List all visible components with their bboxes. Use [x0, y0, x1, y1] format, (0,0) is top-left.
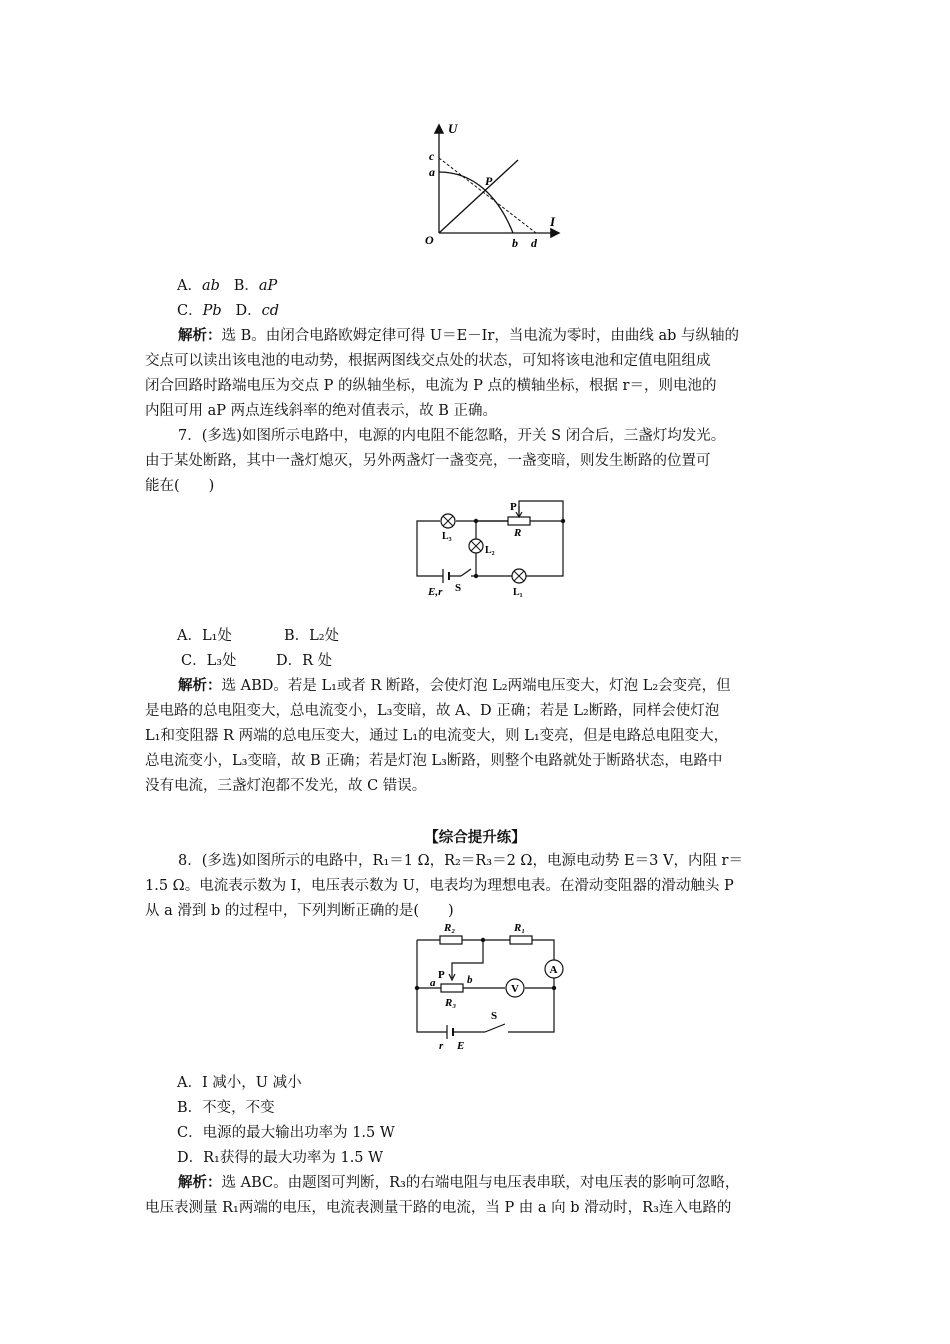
q6-opt-a: ab — [201, 278, 220, 294]
origin-label: O — [425, 233, 434, 247]
q7-analysis-2: 是电路的总电阻变大，总电流变小，L₃变暗，故 A、D 正确；若是 L₂断路，同样会使灯泡 — [145, 703, 720, 719]
q7-label-l1: L₁ — [513, 587, 523, 598]
q7-rheostat-r — [508, 517, 530, 525]
q7-opt-c: C．L₃处 — [181, 653, 237, 669]
q7-label-l3: L₃ — [442, 531, 452, 542]
q6-opt-d-prefix: D． — [235, 303, 262, 319]
q7-stem-2: 由于某处断路，其中一盏灯熄灭，另外两盏灯一盏变亮，一盏变暗，则发生断路的位置可 — [145, 453, 711, 469]
q8-opt-b: B．不变，不变 — [177, 1100, 275, 1116]
q7-analysis-label: 解析： — [178, 677, 222, 694]
q8-label-r1: R₁ — [514, 922, 526, 934]
q8-label-s: S — [491, 1010, 498, 1022]
q6-analysis-4: 内阻可用 aP 两点连线斜率的绝对值表示，故 B 正确。 — [145, 403, 497, 419]
q7-analysis-1 — [178, 676, 858, 696]
d-label: d — [531, 236, 537, 250]
q7-analysis-4: 总电流变小，L₃变暗，故 B 正确；若是灯泡 L₃断路，则整个电路就处于断路状态，电路中 — [145, 753, 723, 769]
a-label: a — [429, 165, 435, 179]
q7-node-2 — [474, 574, 478, 578]
q8-analysis-2: 电压表测量 R₁两端的电压，电流表测量干路的电流，当 P 由 a 向 b 滑动时，R₃连入电路的 — [145, 1200, 732, 1216]
q8-stem-1: 8．(多选)如图所示的电路中，R₁＝1 Ω，R₂＝R₃＝2 Ω，电源电动势 E＝3 V，内阻 r＝ — [178, 853, 743, 869]
q7-circuit — [405, 498, 575, 608]
section-title: 【综合提升练】 — [424, 829, 526, 846]
q6-analysis-1 — [178, 326, 858, 346]
q8-label-p: P — [438, 969, 445, 981]
curve-ab — [439, 172, 513, 233]
q6-opt-b: aP — [258, 278, 278, 294]
q8-analysis-label: 解析： — [178, 1174, 222, 1191]
q8-analysis-1 — [178, 1173, 858, 1193]
q7-label-r: R — [514, 527, 522, 539]
u-label: U — [448, 121, 458, 136]
q8-resistor-r1 — [510, 936, 532, 944]
q7-node-1 — [474, 519, 478, 523]
q7-opt-a: A．L₁处 — [177, 628, 232, 644]
c-label: c — [429, 149, 435, 163]
q7-lamp-l3 — [441, 514, 455, 528]
i-label: I — [550, 214, 556, 229]
u-i-graph — [415, 118, 565, 258]
q8-node-1 — [481, 938, 485, 942]
q7-label-s: S — [455, 582, 462, 594]
q8-stem-2: 1.5 Ω。电流表示数为 I，电压表示数为 U，电表均为理想电表。在滑动变阻器的滑动触头 P — [145, 878, 734, 894]
q8-node-3 — [552, 986, 556, 990]
q8-wire-top — [417, 940, 554, 961]
q8-rheostat-r3 — [441, 984, 463, 992]
q7-lamp-l1 — [512, 569, 526, 583]
q6-analysis-2: 交点可以读出该电池的电动势，根据两图线交点处的状态，可知将该电池和定值电阻组成 — [145, 353, 711, 369]
q6-analysis-3: 闭合回路时路端电压为交点 P 的纵轴坐标，电流为 P 点的横轴坐标，根据 r＝，则电池的 — [145, 378, 717, 394]
q7-battery — [443, 569, 449, 583]
q8-label-e: E — [457, 1040, 465, 1052]
q7-analysis-5: 没有电流，三盏灯泡都不发光，故 C 错误。 — [145, 778, 427, 794]
p-label: P — [485, 174, 493, 188]
q8-node-2 — [415, 986, 419, 990]
q7-label-er: E,r — [428, 586, 443, 598]
q8-opt-c: C．电源的最大输出功率为 1.5 W — [177, 1125, 395, 1141]
q6-opt-c: Pb — [202, 303, 222, 319]
q6-analysis-text-1: 选 B。由闭合电路欧姆定律可得 U＝E－Ir，当电流为零时，由曲线 ab 与纵轴的 — [221, 328, 739, 344]
q6-options-row2 — [177, 301, 857, 321]
q6-opt-d: cd — [261, 303, 280, 319]
q8-ammeter-label: A — [549, 964, 558, 976]
q7-opt-b: B．L₂处 — [284, 628, 340, 644]
q8-stem-3: 从 a 滑到 b 的过程中，下列判断正确的是( ) — [145, 903, 454, 919]
q8-label-b: b — [467, 974, 473, 986]
q8-analysis-text-1: 选 ABC。由题图可判断，R₃的右端电阻与电压表串联，对电压表的影响可忽略， — [221, 1175, 740, 1191]
q8-resistor-r2 — [440, 936, 462, 944]
q8-label-r3: R₃ — [445, 997, 457, 1009]
q7-switch-s — [461, 569, 471, 576]
q7-node-3 — [561, 519, 565, 523]
q7-analysis-3: L₁和变阻器 R 两端的总电压变大，通过 L₁的电流变大，则 L₁变亮，但是电路总电阻变大， — [145, 728, 729, 744]
q7-label-p: P — [510, 501, 517, 513]
q6-analysis-label: 解析： — [178, 327, 222, 344]
q6-options-row1 — [177, 276, 857, 296]
q8-label-a: a — [430, 977, 436, 989]
dashed-tangent-cd — [439, 158, 536, 233]
q7-label-l2: L₂ — [485, 545, 495, 556]
q8-label-r: r — [439, 1040, 444, 1052]
q8-wire-slider — [452, 940, 483, 978]
q7-lamp-l2 — [469, 539, 483, 553]
q8-voltmeter-label: V — [511, 983, 519, 995]
q7-opt-d: D．R 处 — [276, 653, 333, 669]
q7-wire-left — [417, 521, 443, 576]
q7-slider-arrow — [516, 506, 522, 517]
q8-circuit — [405, 918, 575, 1053]
q6-opt-a-prefix: A． — [177, 278, 202, 294]
q7-analysis-text-1: 选 ABD。若是 L₁或者 R 断路，会使灯泡 L₂两端电压变大，灯泡 L₂会变亮，但 — [221, 678, 731, 694]
q7-stem-1: 7．(多选)如图所示电路中，电源的内电阻不能忽略，开关 S 闭合后，三盏灯均发光。 — [178, 428, 726, 444]
q8-battery — [447, 1025, 453, 1039]
q6-opt-b-prefix: B． — [233, 278, 259, 294]
q6-opt-c-prefix: C． — [177, 303, 203, 319]
q8-opt-a: A．I 减小，U 减小 — [177, 1075, 302, 1091]
resistor-line — [439, 160, 518, 233]
q8-switch-s — [485, 1024, 505, 1032]
q8-label-r2: R₂ — [444, 922, 456, 934]
q7-stem-3: 能在( ) — [145, 478, 215, 494]
q8-opt-d: D．R₁获得的最大功率为 1.5 W — [177, 1150, 384, 1166]
b-label: b — [512, 236, 518, 250]
